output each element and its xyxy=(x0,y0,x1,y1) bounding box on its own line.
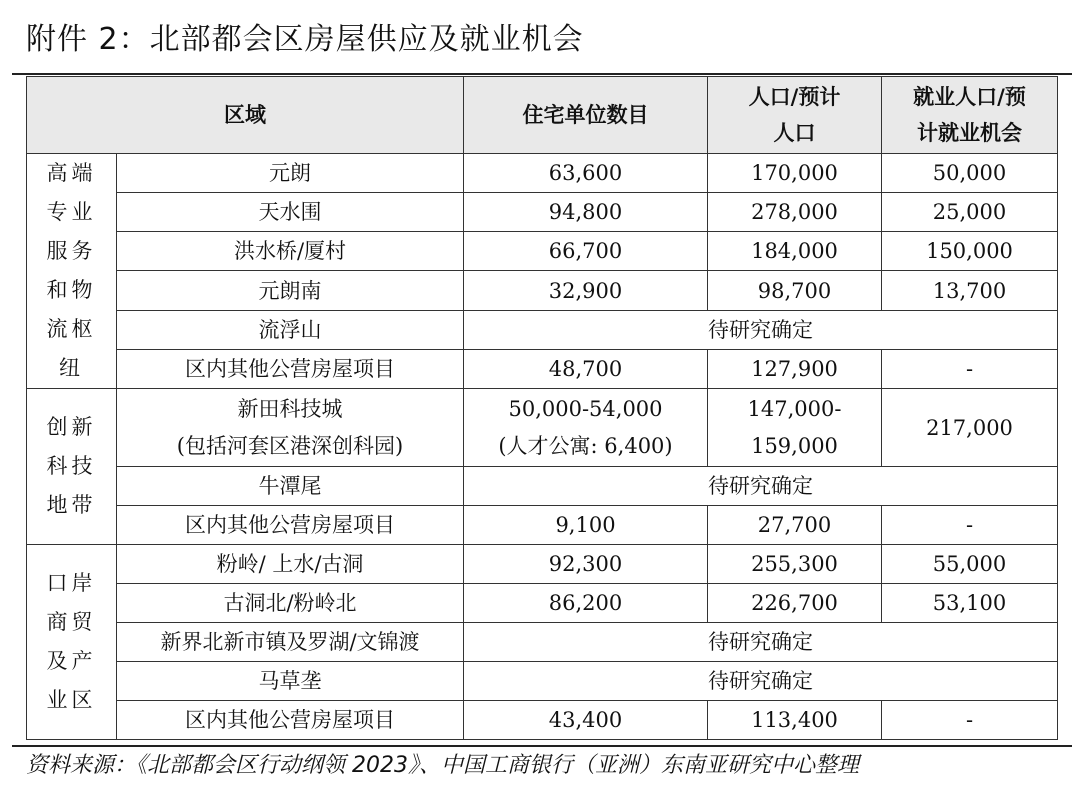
population-cell: 278,000 xyxy=(708,193,882,232)
group-label-line: 流枢 xyxy=(46,317,97,341)
area-cell: 天水围 xyxy=(117,193,464,232)
table-row xyxy=(27,271,1058,310)
population-cell: 255,300 xyxy=(708,545,882,584)
table-row xyxy=(27,389,1058,467)
pending-cell: 待研究确定 xyxy=(464,310,1058,349)
table-row xyxy=(27,662,1058,701)
bottom-rule xyxy=(12,745,1072,747)
header-jobs xyxy=(882,77,1058,154)
jobs-cell: 150,000 xyxy=(882,232,1058,271)
units-cell: 66,700 xyxy=(464,232,708,271)
group-label-line: 高端 xyxy=(46,161,97,185)
population-cell: 98,700 xyxy=(708,271,882,310)
housing-table xyxy=(26,76,1058,740)
header-population-line1: 人口/预计 xyxy=(748,85,841,109)
units-cell: 86,200 xyxy=(464,584,708,623)
group-label-line: 创新 xyxy=(46,415,97,439)
group-label-innovation xyxy=(27,389,117,545)
table-row xyxy=(27,310,1058,349)
units-cell: 43,400 xyxy=(464,701,708,740)
area-cell: 新界北新市镇及罗湖/文锦渡 xyxy=(117,623,464,662)
table-row xyxy=(27,232,1058,271)
units-cell: 63,600 xyxy=(464,154,708,193)
area-cell: 元朗南 xyxy=(117,271,464,310)
units-cell: 9,100 xyxy=(464,506,708,545)
area-cell: 古洞北/粉岭北 xyxy=(117,584,464,623)
units-cell: 48,700 xyxy=(464,349,708,388)
pending-cell: 待研究确定 xyxy=(464,662,1058,701)
area-cell: 区内其他公营房屋项目 xyxy=(117,506,464,545)
population-cell xyxy=(708,389,882,467)
area-cell: 马草垄 xyxy=(117,662,464,701)
area-cell: 流浮山 xyxy=(117,310,464,349)
header-jobs-line2: 计就业机会 xyxy=(917,121,1022,145)
group-label-trade xyxy=(27,545,117,740)
population-cell: 113,400 xyxy=(708,701,882,740)
jobs-cell: 217,000 xyxy=(882,389,1058,467)
table-row xyxy=(27,193,1058,232)
area-cell: 牛潭尾 xyxy=(117,467,464,506)
table-row xyxy=(27,545,1058,584)
units-cell: 32,900 xyxy=(464,271,708,310)
header-population-line2: 人口 xyxy=(773,121,816,145)
population-cell: 184,000 xyxy=(708,232,882,271)
table-row xyxy=(27,506,1058,545)
group-label-line: 地带 xyxy=(46,493,97,517)
group-label-line: 及产 xyxy=(46,649,97,673)
group-label-line: 业区 xyxy=(46,688,97,712)
group-label-line: 和物 xyxy=(46,278,97,302)
table-row xyxy=(27,154,1058,193)
area-cell: 区内其他公营房屋项目 xyxy=(117,349,464,388)
units-line: (人才公寓: 6,400) xyxy=(498,433,673,458)
top-rule xyxy=(12,73,1072,75)
page-title: 附件 2：北部都会区房屋供应及就业机会 xyxy=(26,22,584,57)
units-cell: 94,800 xyxy=(464,193,708,232)
jobs-cell: 13,700 xyxy=(882,271,1058,310)
area-cell xyxy=(117,389,464,467)
population-cell: 127,900 xyxy=(708,349,882,388)
area-line: 新田科技城 xyxy=(237,396,343,421)
group-label-logistics xyxy=(27,154,117,389)
area-cell: 洪水桥/厦村 xyxy=(117,232,464,271)
group-label-line: 纽 xyxy=(59,356,84,380)
pending-cell: 待研究确定 xyxy=(464,623,1058,662)
group-label-line: 服务 xyxy=(46,239,97,263)
population-line: 159,000 xyxy=(751,433,838,458)
area-cell: 元朗 xyxy=(117,154,464,193)
header-jobs-line1: 就业人口/预 xyxy=(913,85,1026,109)
table-row xyxy=(27,701,1058,740)
area-cell: 区内其他公营房屋项目 xyxy=(117,701,464,740)
jobs-cell: - xyxy=(882,701,1058,740)
population-cell: 170,000 xyxy=(708,154,882,193)
population-cell: 226,700 xyxy=(708,584,882,623)
units-cell xyxy=(464,389,708,467)
jobs-cell: 55,000 xyxy=(882,545,1058,584)
group-label-line: 口岸 xyxy=(46,571,97,595)
pending-cell: 待研究确定 xyxy=(464,467,1058,506)
population-cell: 27,700 xyxy=(708,506,882,545)
header-region: 区域 xyxy=(27,77,464,154)
units-cell: 92,300 xyxy=(464,545,708,584)
table-row xyxy=(27,467,1058,506)
header-units: 住宅单位数目 xyxy=(464,77,708,154)
area-line: (包括河套区港深创科园) xyxy=(176,433,404,458)
units-line: 50,000-54,000 xyxy=(508,396,663,421)
group-label-line: 专业 xyxy=(46,200,97,224)
population-line: 147,000- xyxy=(747,396,842,421)
header-population xyxy=(708,77,882,154)
group-label-line: 科技 xyxy=(46,454,97,478)
jobs-cell: - xyxy=(882,506,1058,545)
jobs-cell: 53,100 xyxy=(882,584,1058,623)
jobs-cell: 50,000 xyxy=(882,154,1058,193)
area-cell: 粉岭/ 上水/古洞 xyxy=(117,545,464,584)
jobs-cell: - xyxy=(882,349,1058,388)
header-row xyxy=(27,77,1058,154)
source-note: 资料来源：《北部都会区行动纲领 2023》、中国工商银行（亚洲）东南亚研究中心整理 xyxy=(26,753,859,778)
table-row xyxy=(27,349,1058,388)
table-row xyxy=(27,623,1058,662)
group-label-line: 商贸 xyxy=(46,610,97,634)
jobs-cell: 25,000 xyxy=(882,193,1058,232)
table-row xyxy=(27,584,1058,623)
